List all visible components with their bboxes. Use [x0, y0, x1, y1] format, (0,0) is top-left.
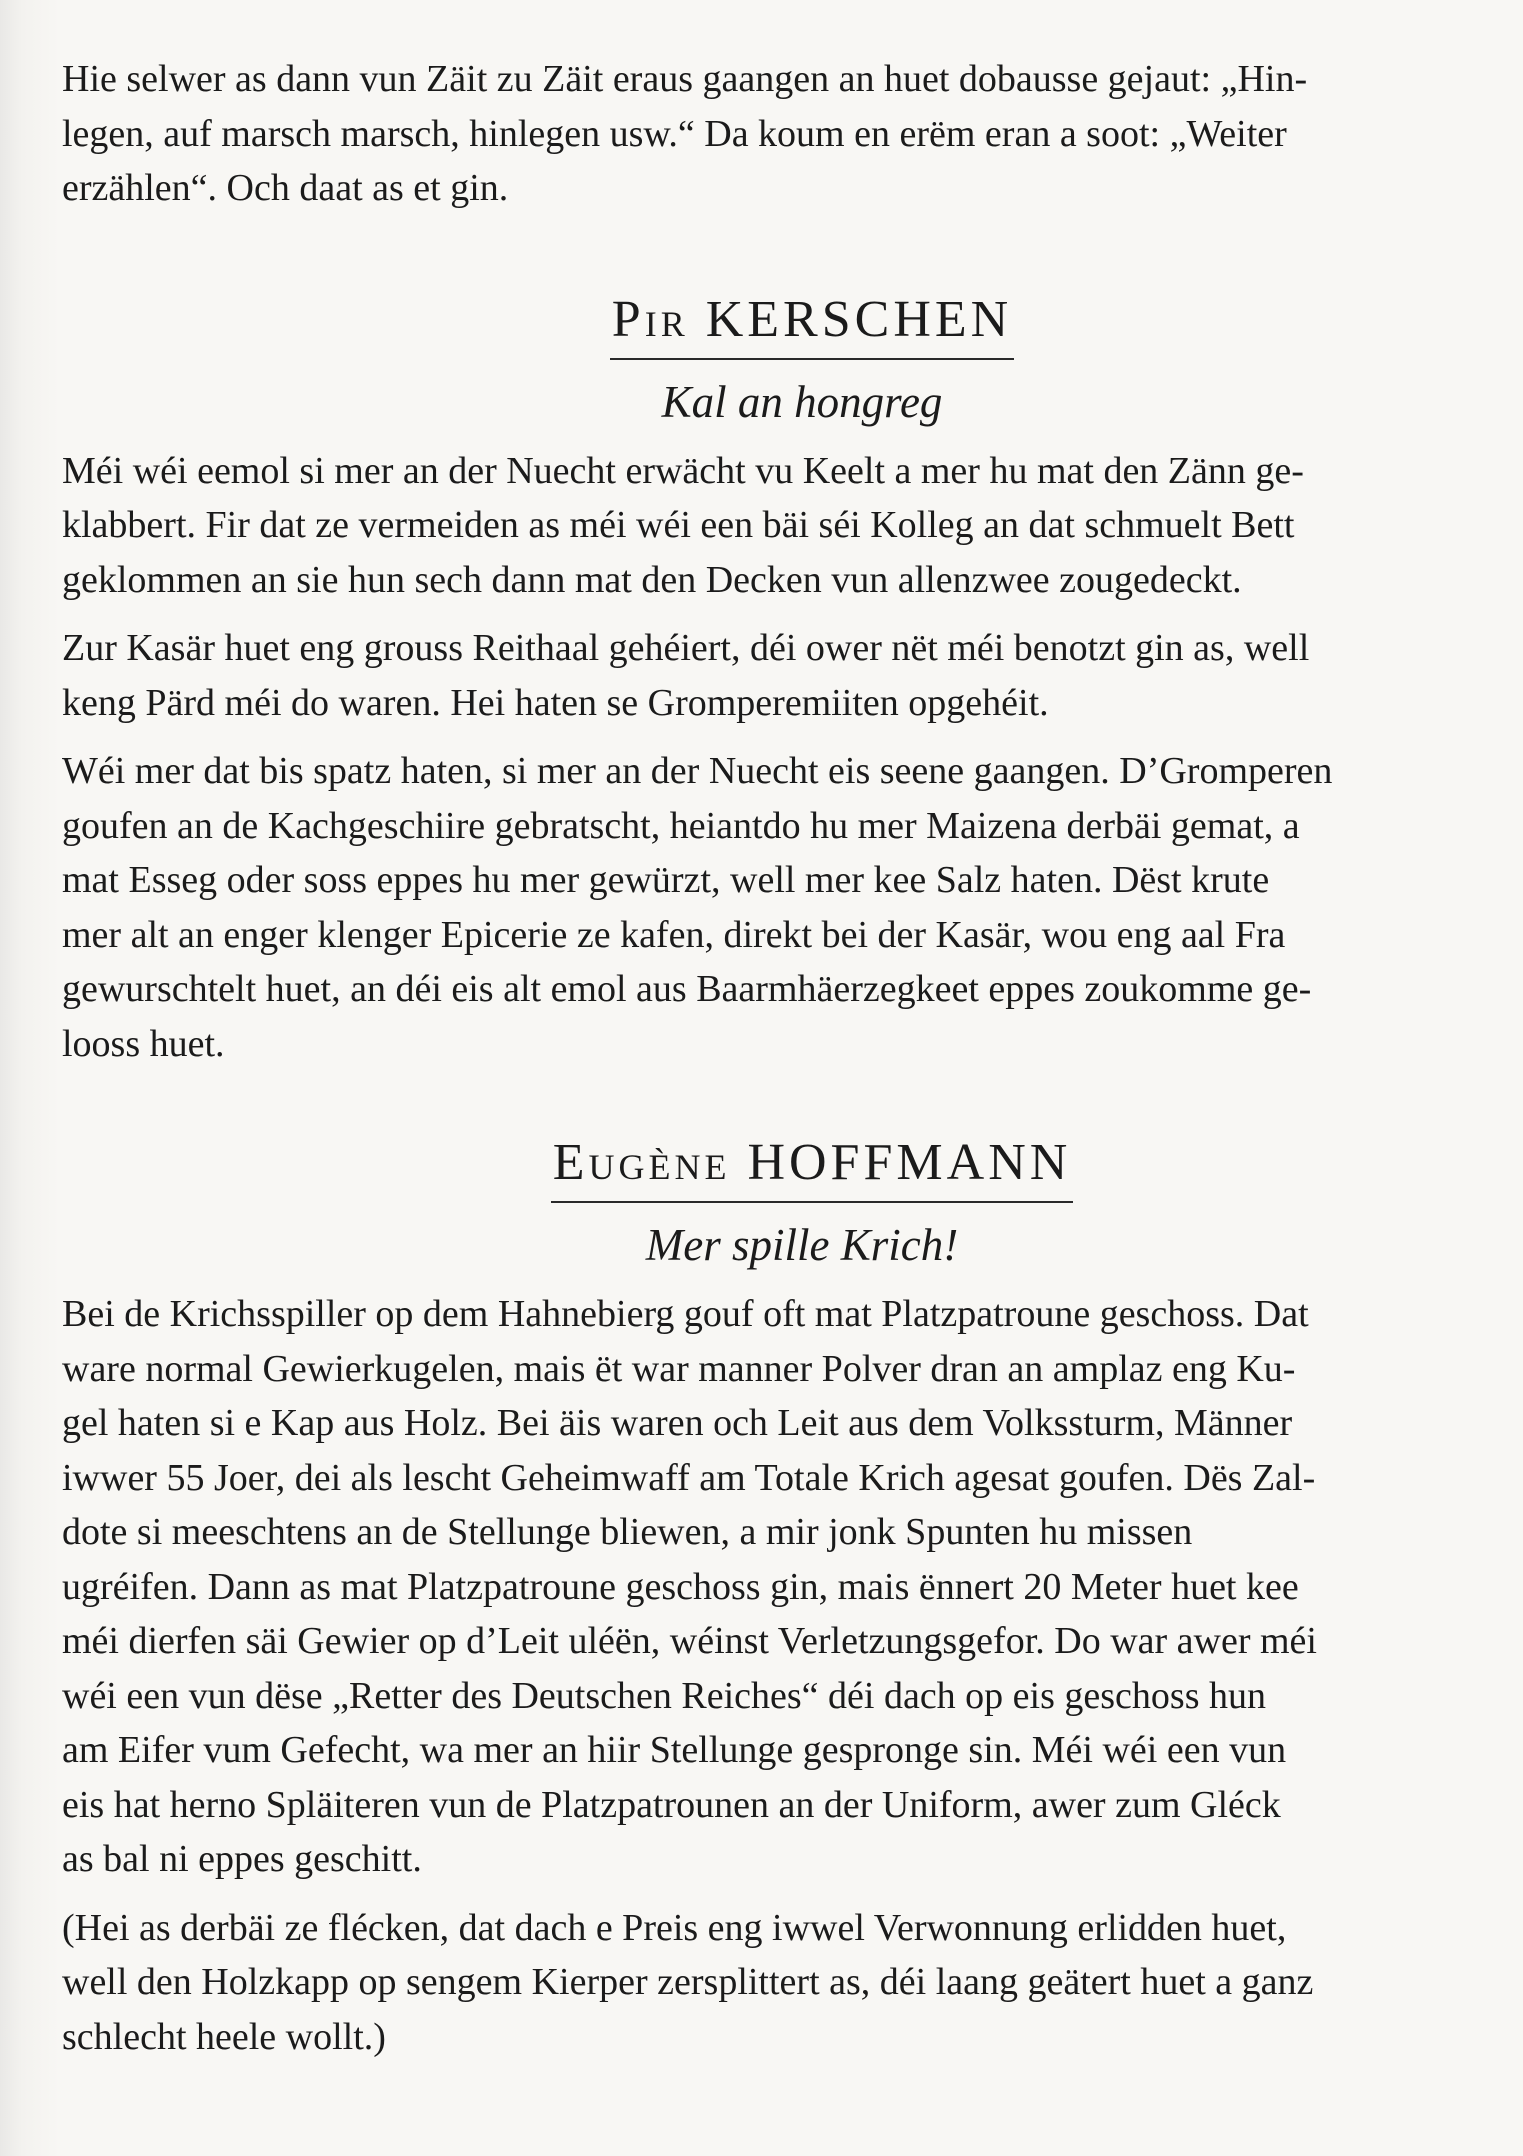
section-1-title: Kal an hongreg: [661, 376, 943, 427]
section-2-paragraph-1: Bei de Krichsspiller op dem Hahnebierg gouf oft mat Platzpatroune geschoss. Dat ware normal Gewierkugelen, mais ët war manner Polver dran an amplaz eng Ku- gel haten si e Kap aus Holz. Bei äis waren och Leit aus dem Volkssturm, Männer iwwer 55 Joer, dei als lescht Geheimwaff am Totale Krich agesat goufen. Dës Zal- dote si meeschtens an de Stellunge bliewen, a mir jonk Spunten hu missen ugréifen. Dann as mat Platzpatroune geschoss gin, mais ënnert 20 Meter huet kee méi dierfen säi Gewier op d’Leit uléën, wéinst Verletzungsgefor. Do war awer méi wéi een vun dëse „Retter des Deutschen Reiches“ déi dach op eis geschoss hun am Eifer vum Gefecht, wa mer an hiir Stellunge gespronge sin. Méi wéi een vun eis hat herno Spläiteren vun de Platzpatrounen an der Uniform, awer zum Gléck as bal ni eppes geschitt.: [62, 1293, 1317, 1880]
section-2-title: Mer spille Krich!: [645, 1220, 959, 1270]
section-2-author-heading: [502, 1131, 1122, 1203]
section-2-paragraph-2: (Hei as derbäi ze flécken, dat dach e Preis eng iwwel Verwonnung erlidden huet, well den Holzkapp op sengem Kierper zersplittert as, déi laang geätert huet a ganz schlecht heele wollt.): [62, 1906, 1314, 2058]
section-1-paragraph-1: Méi wéi eemol si mer an der Nuecht erwächt vu Keelt a mer hu mat den Zänn ge- klabbert. Fir dat ze vermeiden as méi wéi een bäi séi Kolleg an dat schmuelt Bett geklommen an sie hun sech dann mat den Decken vun allenzwee zougedeckt.: [62, 449, 1304, 601]
section-2-author-last-name: HOFFMANN: [747, 1134, 1072, 1191]
section-2-author-first-name: Eugène: [552, 1134, 731, 1191]
intro-paragraph: Hie selwer as dann vun Zäit zu Zäit eraus gaangen an huet dobausse gejaut: „Hin- legen, auf marsch marsch, hinlegen usw.“ Da koum en erëm eran a soot: „Weiter erzählen“. Och daat as et gin.: [62, 58, 1308, 209]
section-1-paragraph-3: Wéi mer dat bis spatz haten, si mer an der Nuecht eis seene gaangen. D’Gromperen goufen an de Kachgeschiire gebratscht, heiantdo hu mer Maizena derbäi gemat, a mat Esseg oder soss eppes hu mer gewürzt, well mer kee Salz haten. Dëst krute mer alt an enger klenger Epicerie ze kafen, direkt bei der Kasär, wou eng aal Fra gewurschtelt huet, an déi eis alt emol aus Baarmhäerzegkeet eppes zoukomme ge- looss huet.: [62, 750, 1333, 1065]
section-1-author-last-name: KERSCHEN: [705, 290, 1013, 348]
section-1-paragraph-2: Zur Kasär huet eng grouss Reithaal gehéiert, déi ower nët méi benotzt gin as, well keng Pärd méi do waren. Hei haten se Gromperemiiten opgehéit.: [62, 627, 1310, 724]
section-1-author-heading: [502, 288, 1122, 360]
text-column: [62, 52, 1523, 2078]
section-1-author-first-name: Pir: [611, 290, 689, 348]
